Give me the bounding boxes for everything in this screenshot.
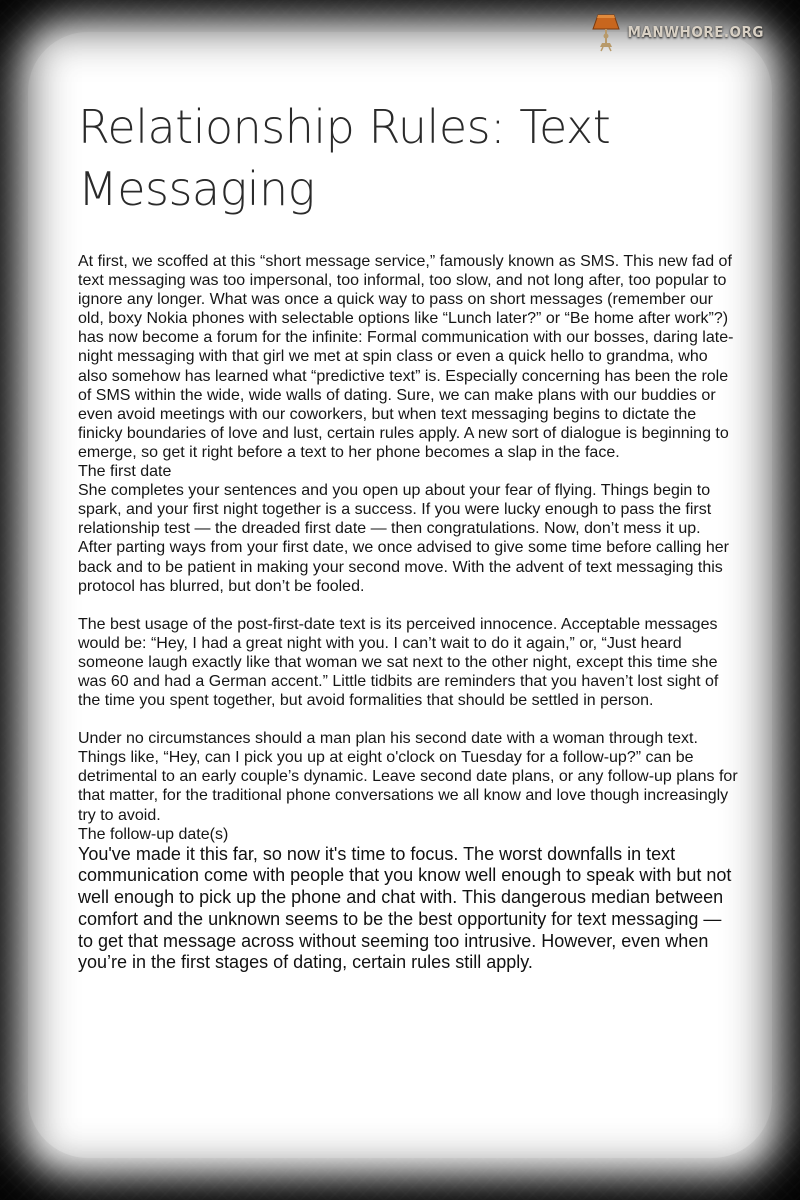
paragraph-gap — [78, 596, 738, 615]
first-date-paragraph-2: After parting ways from your first date, we once advised to give some time before calling her back and to be patient in making your second move. With the advent of text messaging this protocol has blurred, but don’t be fooled. — [78, 539, 729, 595]
first-date-paragraph-3: The best usage of the post-first-date text is its perceived innocence. Acceptable messages would be: “Hey, I had a great night with you. I can’t wait to do it again,” or, “Just heard someone laugh exactly like that woman we sat next to the other night, except this time she was 60 and had a German accent.” Little tidbits are reminders that you haven’t lost sight of the time you spent together, but avoid formalities that should be settled in person. — [78, 615, 719, 710]
title-line-2: Messaging — [78, 162, 315, 216]
title-line-1: Relationship Rules: Text — [78, 100, 611, 154]
site-logo[interactable] — [591, 10, 764, 54]
article — [78, 96, 738, 974]
article-title — [78, 96, 738, 220]
article-body — [78, 252, 738, 974]
intro-paragraph: At first, we scoffed at this “short message service,” famously known as SMS. This new fad of text messaging was too impersonal, too informal, too slow, and not long after, too popular to ignore any longer. What was once a quick way to pass on short messages (remember our old, boxy Nokia phones with selectable options like “Lunch later?” or “Be home after work”?) has now become a forum for the infinite: Formal communication with our bosses, daring late-night messaging with that girl we met at spin class or even a quick hello to grandma, who also somehow has learned what “predictive text” is. Especially concerning has been the role of SMS within the wide, wide walls of dating. Sure, we can make plans with our buddies or even avoid meetings with our coworkers, but when text messaging begins to dictate the finicky boundaries of love and lust, certain rules apply. A new sort of dialogue is beginning to emerge, so get it right before a text to her phone becomes a slap in the face. — [78, 253, 734, 461]
first-date-paragraph-4: Under no circumstances should a man plan his second date with a woman through text. Things like, “Hey, can I pick you up at eight o'clock on Tuesday for a follow-up?” can be detrimental to an early couple’s dynamic. Leave second date plans, or any follow-up plans for that matter, for the traditional phone conversations we all know and love though increasingly try to avoid. — [78, 730, 738, 824]
section-heading-first-date: The first date — [78, 463, 172, 481]
lamp-icon — [591, 12, 621, 52]
first-date-paragraph-1: She completes your sentences and you open up about your fear of flying. Things begin to spark, and your first night together is a success. If you were lucky enough to pass the first relationship test — the dreaded first date — then congratulations. Now, don’t mess it up. — [78, 482, 712, 538]
paragraph-gap — [78, 710, 738, 729]
section-heading-follow-up: The follow-up date(s) — [78, 825, 229, 843]
site-name: MANWHORE.ORG — [627, 23, 764, 41]
follow-up-paragraph: You've made it this far, so now it's time to focus. The worst downfalls in text communication come with people that you know well enough to speak with but not well enough to pick up the phone and chat with. This dangerous median between comfort and the unknown seems to be the best opportunity for text messaging — to get that message across without seeming too intrusive. However, even when you’re in the first stages of dating, certain rules still apply. — [78, 843, 732, 973]
